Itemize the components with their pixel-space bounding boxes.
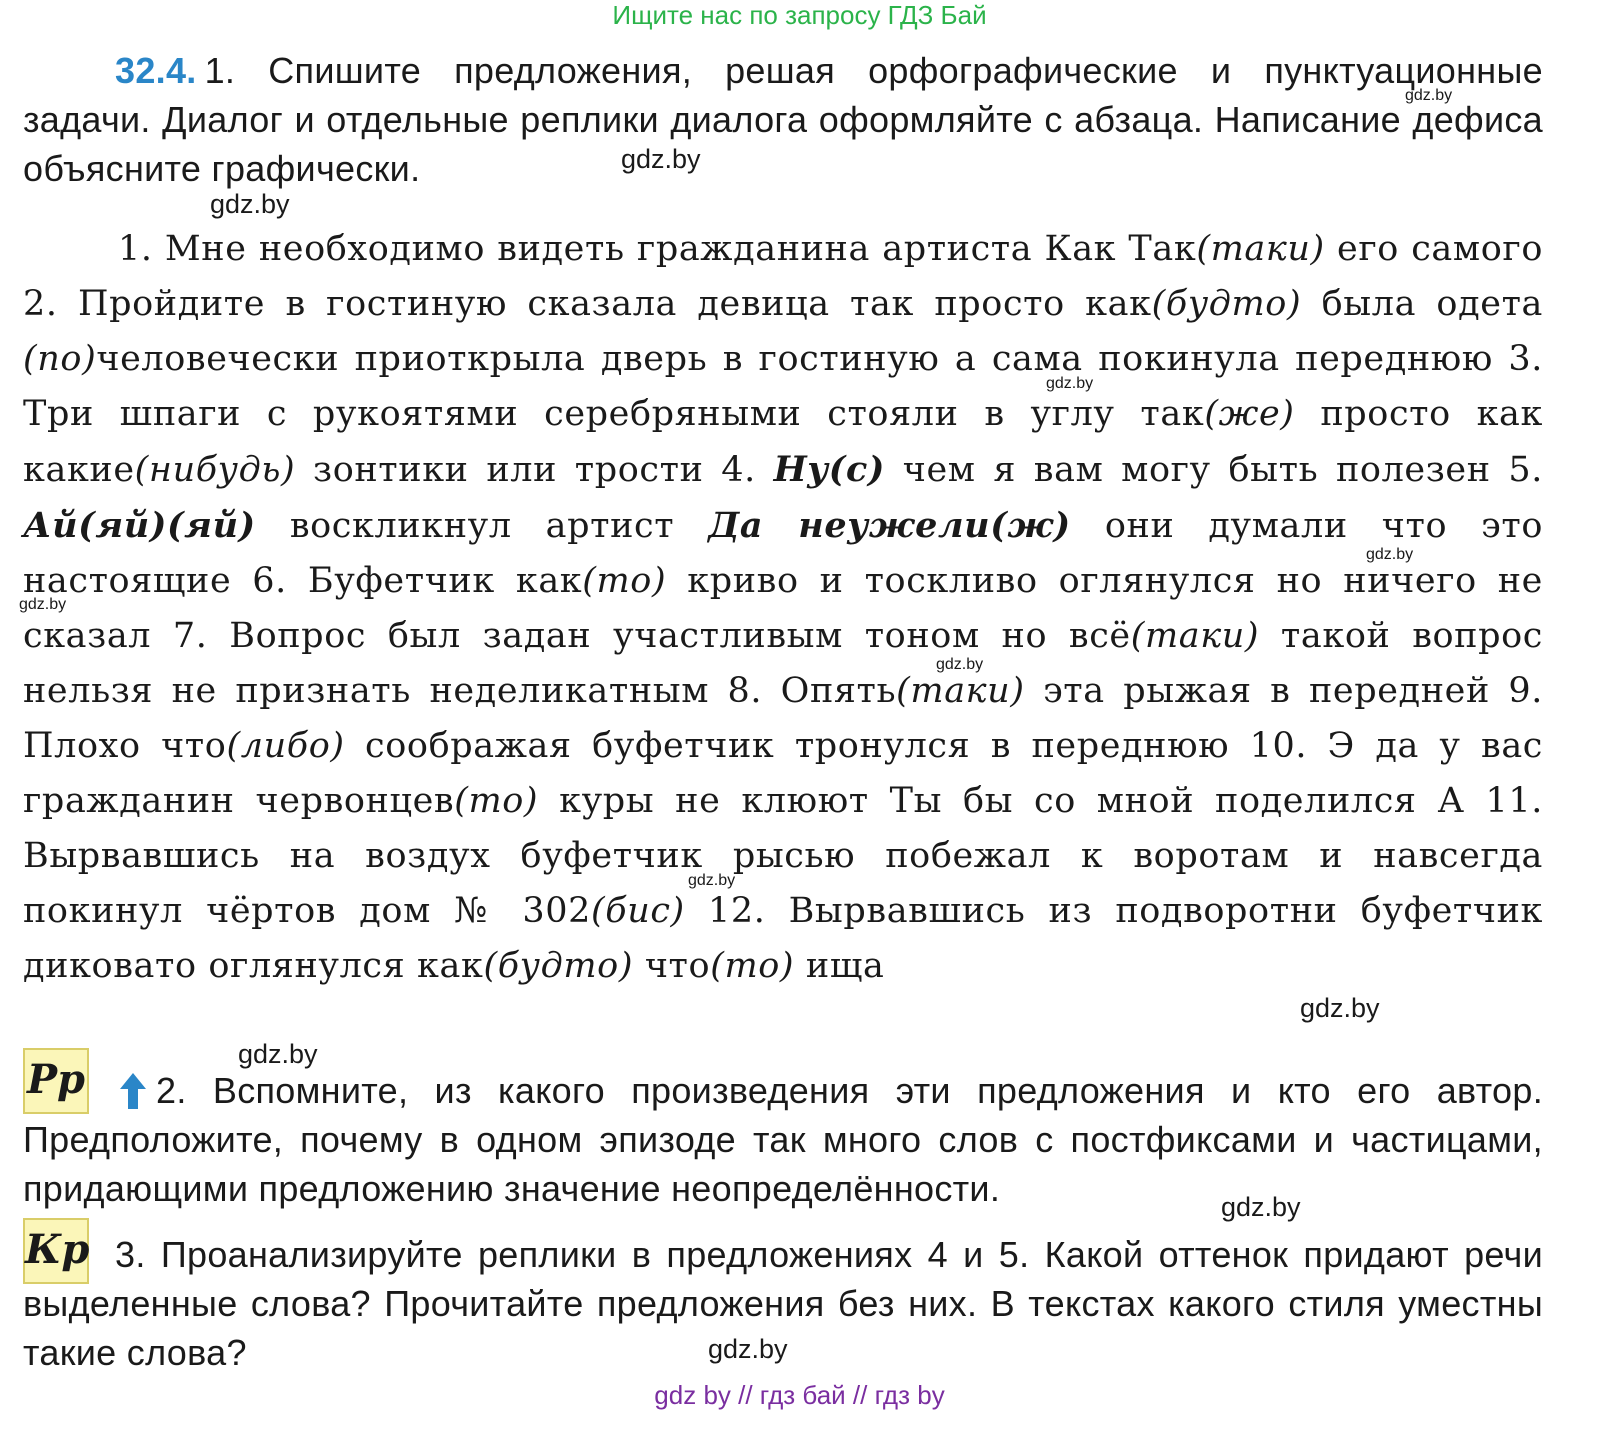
particle: (будто) xyxy=(483,946,634,986)
sentence-text: эта рыжая в передней 9. Плохо что xyxy=(23,671,1543,766)
sentence-text: криво и тоскливо оглянулся но ничего не сказал 7. Вопрос был задан участливым тоном но всё xyxy=(23,561,1543,656)
task-1-text: 1. Спишите предложения, решая орфографические и пунктуационные задачи. Диалог и отдельные реплики диалога оформляйте с абзаца. Написание дефиса объясните графически. xyxy=(23,50,1543,189)
sentence-text: чем я вам могу быть полезен 5. xyxy=(885,450,1543,490)
sentence-text: зонтики или трости 4. xyxy=(295,450,774,490)
watermark: gdz.by xyxy=(1046,375,1094,392)
particle: (по) xyxy=(23,339,97,379)
exercise-sentences xyxy=(23,222,1543,994)
sentence-text: соображая буфетчик тронулся в переднюю 10. Э да у вас гражданин червонцев xyxy=(23,726,1543,821)
sentence-text: его самого 2. Пройдите в гостиную сказала девица так просто как xyxy=(23,229,1543,324)
sentence-text: такой вопрос нельзя не признать неделикатным 8. Опять xyxy=(23,616,1543,711)
watermark: gdz.by xyxy=(19,596,67,613)
particle: (то) xyxy=(582,561,667,601)
watermark: gdz.by xyxy=(210,189,290,219)
task-2-text: 2. Вспомните, из какого произведения эти предложения и кто его автор. Предположите, почему в одном эпизоде так много слов с постфиксами и частицами, придающими предложению значение неопределённости. xyxy=(23,1070,1543,1209)
bottom-banner: gdz by // гдз бай // гдз by xyxy=(654,1380,945,1410)
task-1-instruction xyxy=(23,46,1543,193)
watermark: gdz.by xyxy=(1221,1192,1301,1222)
sentence-text: человечески приоткрыла дверь в гостиную а сама покинула переднюю 3. Три шпаги с рукоятями серебряными стояли в углу так xyxy=(23,339,1543,434)
task-2 xyxy=(23,1066,1543,1213)
highlighted-word: Да неужели(ж) xyxy=(708,505,1071,546)
sentences-text xyxy=(23,229,1543,986)
sentence-text: просто как какие xyxy=(23,394,1543,490)
sentence-text: 12. Вырвавшись из подворотни буфетчик диковато оглянулся как xyxy=(23,891,1543,986)
rhetoric-icon-label: Рр xyxy=(26,1056,86,1103)
sentences-indent xyxy=(23,229,118,269)
culture-icon-label: Кр xyxy=(25,1226,90,1273)
particle: (либо) xyxy=(226,726,345,766)
watermark: gdz.by xyxy=(621,144,701,174)
watermark: gdz.by xyxy=(1405,87,1453,104)
sentence-text: куры не клюют Ты бы со мной поделился А 11. Вырвавшись на воздух буфетчик рысью побежал к воротам и навсегда покинул чёртов дом № 302 xyxy=(23,781,1543,931)
watermark: gdz.by xyxy=(1300,993,1380,1023)
particle: (то) xyxy=(710,946,795,986)
watermark: gdz.by xyxy=(688,872,736,889)
particle: (таки) xyxy=(1130,616,1260,656)
particle: (нибудь) xyxy=(134,450,296,490)
particle: (будто) xyxy=(1151,284,1302,324)
watermark: gdz.by xyxy=(708,1334,788,1364)
watermark: gdz.by xyxy=(936,656,984,673)
sentence-text: что xyxy=(633,946,711,986)
sentence-text: воскликнул артист xyxy=(255,506,709,546)
particle: (таки) xyxy=(1196,229,1325,269)
highlighted-word: Ну(с) xyxy=(773,449,886,490)
top-banner: Ищите нас по запросу ГДЗ Бай xyxy=(612,0,987,30)
sentence-text: они думали что это настоящие 6. Буфетчик как xyxy=(23,506,1543,601)
particle: (бис) xyxy=(591,891,685,931)
sentence-text: была одета xyxy=(1301,284,1544,324)
particle: (то) xyxy=(454,781,539,821)
task-3-text: 3. Проанализируйте реплики в предложениях 4 и 5. Какой оттенок придают речи выделенные слова? Прочитайте предложения без них. В текстах какого стиля уместны такие слова? xyxy=(23,1234,1543,1373)
watermark: gdz.by xyxy=(1366,546,1414,563)
particle: (же) xyxy=(1204,394,1295,434)
task-number: 32.4. xyxy=(115,50,197,91)
sentence-text: ища xyxy=(794,946,885,986)
watermark: gdz.by xyxy=(238,1039,318,1069)
sentence-text: 1. Мне необходимо видеть гражданина артиста Как Так xyxy=(118,229,1197,269)
particle: (таки) xyxy=(896,671,1025,711)
task-3 xyxy=(23,1230,1543,1377)
highlighted-word: Ай(яй)(яй) xyxy=(23,505,256,546)
